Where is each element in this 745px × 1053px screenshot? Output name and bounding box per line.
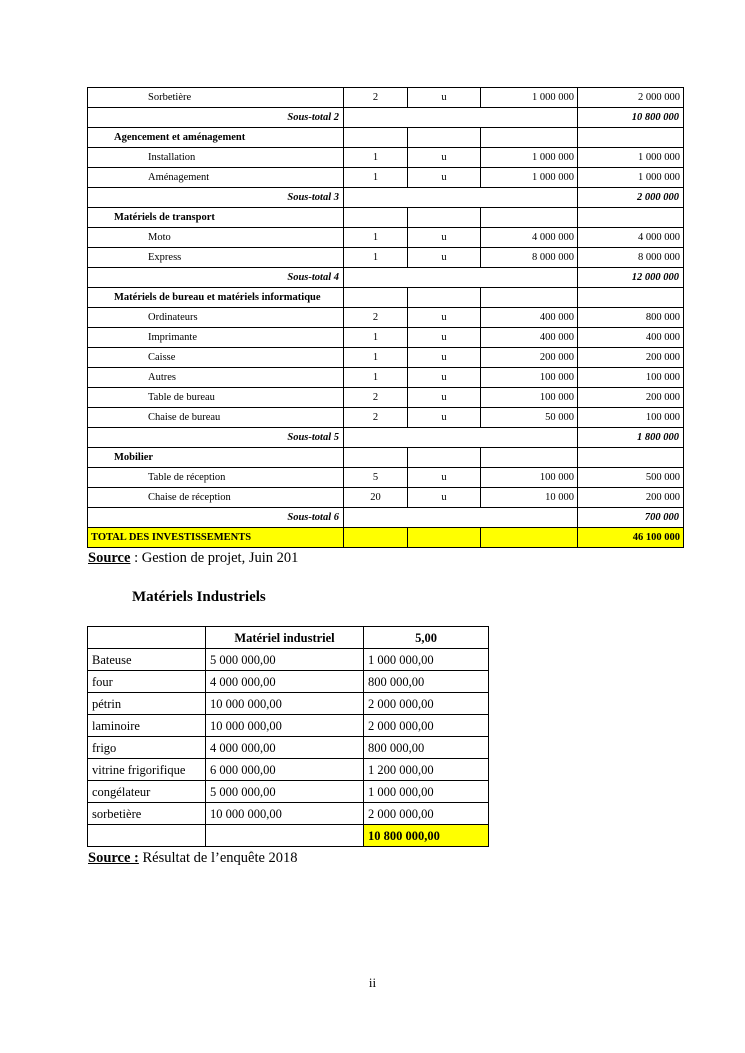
material-name: sorbetière: [88, 803, 206, 825]
empty-cell: [344, 108, 578, 128]
item-unit: u: [408, 368, 481, 388]
empty-cell: [408, 208, 481, 228]
material-amortization: 2 000 000,00: [364, 715, 489, 737]
materials-row: [88, 781, 489, 803]
material-amortization: 1 200 000,00: [364, 759, 489, 781]
item-total: 800 000: [578, 308, 684, 328]
materials-header-cell: [88, 627, 206, 649]
subtotal-label: Sous-total 6: [88, 508, 344, 528]
empty-cell: [578, 208, 684, 228]
item-label: Sorbetière: [88, 88, 344, 108]
subtotal-value: 10 800 000: [578, 108, 684, 128]
item-quantity: 20: [344, 488, 408, 508]
item-label: Ordinateurs: [88, 308, 344, 328]
subtotal-value: 12 000 000: [578, 268, 684, 288]
material-amortization: 2 000 000,00: [364, 803, 489, 825]
item-quantity: 1: [344, 248, 408, 268]
item-quantity: 1: [344, 228, 408, 248]
subtotal-row: [88, 108, 684, 128]
materials-header-cell: 5,00: [364, 627, 489, 649]
item-row: [88, 168, 684, 188]
item-total: 4 000 000: [578, 228, 684, 248]
investments-table: [87, 87, 684, 548]
item-total: 500 000: [578, 468, 684, 488]
item-unit-price: 10 000: [481, 488, 578, 508]
item-quantity: 1: [344, 348, 408, 368]
material-value: 10 000 000,00: [206, 693, 364, 715]
item-total: 200 000: [578, 388, 684, 408]
material-name: four: [88, 671, 206, 693]
source-note-2: [88, 850, 298, 867]
material-amortization: 2 000 000,00: [364, 693, 489, 715]
item-unit: u: [408, 168, 481, 188]
empty-cell: [408, 288, 481, 308]
item-label: Installation: [88, 148, 344, 168]
empty-cell: [344, 448, 408, 468]
subtotal-value: 700 000: [578, 508, 684, 528]
materials-row: [88, 803, 489, 825]
item-unit-price: 200 000: [481, 348, 578, 368]
item-label: Table de bureau: [88, 388, 344, 408]
item-row: [88, 148, 684, 168]
category-row: [88, 448, 684, 468]
empty-cell: [344, 268, 578, 288]
empty-cell: [344, 528, 408, 548]
item-total: 400 000: [578, 328, 684, 348]
materials-row: [88, 737, 489, 759]
item-unit: u: [408, 488, 481, 508]
empty-cell: [344, 508, 578, 528]
materials-row: [88, 693, 489, 715]
empty-cell: [578, 128, 684, 148]
item-label: Table de réception: [88, 468, 344, 488]
material-value: 10 000 000,00: [206, 803, 364, 825]
material-value: 10 000 000,00: [206, 715, 364, 737]
item-row: [88, 488, 684, 508]
empty-cell: [344, 288, 408, 308]
item-label: Imprimante: [88, 328, 344, 348]
item-label: Express: [88, 248, 344, 268]
item-label: Aménagement: [88, 168, 344, 188]
item-unit: u: [408, 148, 481, 168]
source-text: : Gestion de projet, Juin 201: [130, 550, 299, 566]
category-label: Matériels de bureau et matériels informatique: [88, 288, 344, 308]
item-total: 1 000 000: [578, 148, 684, 168]
material-amortization: 1 000 000,00: [364, 781, 489, 803]
empty-cell: [408, 528, 481, 548]
material-value: 4 000 000,00: [206, 737, 364, 759]
empty-cell: [344, 188, 578, 208]
materials-header-row: [88, 627, 489, 649]
material-amortization: 800 000,00: [364, 671, 489, 693]
item-total: 100 000: [578, 408, 684, 428]
item-unit-price: 4 000 000: [481, 228, 578, 248]
item-quantity: 2: [344, 408, 408, 428]
subtotal-value: 2 000 000: [578, 188, 684, 208]
item-unit-price: 400 000: [481, 328, 578, 348]
source-text: Résultat de l’enquête 2018: [138, 850, 298, 866]
item-row: [88, 248, 684, 268]
empty-cell: [578, 448, 684, 468]
item-label: Moto: [88, 228, 344, 248]
grand-total-value: 46 100 000: [578, 528, 684, 548]
item-quantity: 1: [344, 168, 408, 188]
subtotal-label: Sous-total 3: [88, 188, 344, 208]
empty-cell: [408, 128, 481, 148]
item-total: 1 000 000: [578, 168, 684, 188]
section-title: Matériels Industriels: [132, 589, 266, 605]
subtotal-value: 1 800 000: [578, 428, 684, 448]
empty-cell: [344, 128, 408, 148]
subtotal-label: Sous-total 5: [88, 428, 344, 448]
material-amortization: 800 000,00: [364, 737, 489, 759]
material-value: 6 000 000,00: [206, 759, 364, 781]
item-unit: u: [408, 248, 481, 268]
material-name: frigo: [88, 737, 206, 759]
subtotal-label: Sous-total 2: [88, 108, 344, 128]
item-row: [88, 328, 684, 348]
item-quantity: 2: [344, 88, 408, 108]
materials-header-cell: Matériel industriel: [206, 627, 364, 649]
empty-cell: [481, 448, 578, 468]
item-unit: u: [408, 88, 481, 108]
empty-cell: [344, 208, 408, 228]
item-label: Caisse: [88, 348, 344, 368]
subtotal-row: [88, 268, 684, 288]
subtotal-label: Sous-total 4: [88, 268, 344, 288]
item-row: [88, 228, 684, 248]
grand-total-label: TOTAL DES INVESTISSEMENTS: [88, 528, 344, 548]
item-unit: u: [408, 308, 481, 328]
item-quantity: 1: [344, 148, 408, 168]
category-label: Matériels de transport: [88, 208, 344, 228]
category-row: [88, 128, 684, 148]
materials-row: [88, 649, 489, 671]
material-value: 5 000 000,00: [206, 781, 364, 803]
empty-cell: [481, 128, 578, 148]
materials-table: [87, 626, 489, 847]
item-quantity: 1: [344, 328, 408, 348]
item-total: 8 000 000: [578, 248, 684, 268]
item-unit: u: [408, 468, 481, 488]
subtotal-row: [88, 428, 684, 448]
item-label: Chaise de bureau: [88, 408, 344, 428]
item-unit: u: [408, 348, 481, 368]
grand-total-row: [88, 528, 684, 548]
materials-row: [88, 715, 489, 737]
source-label: Source :: [88, 850, 139, 866]
item-total: 2 000 000: [578, 88, 684, 108]
material-name: pétrin: [88, 693, 206, 715]
empty-cell: [578, 288, 684, 308]
item-quantity: 2: [344, 388, 408, 408]
item-total: 200 000: [578, 488, 684, 508]
item-unit: u: [408, 328, 481, 348]
item-unit-price: 1 000 000: [481, 148, 578, 168]
item-unit-price: 8 000 000: [481, 248, 578, 268]
item-unit: u: [408, 388, 481, 408]
item-quantity: 5: [344, 468, 408, 488]
empty-cell: [408, 448, 481, 468]
item-quantity: 2: [344, 308, 408, 328]
material-name: laminoire: [88, 715, 206, 737]
item-label: Autres: [88, 368, 344, 388]
materials-row: [88, 671, 489, 693]
source-label: Source: [88, 550, 131, 566]
item-unit: u: [408, 408, 481, 428]
empty-cell: [481, 208, 578, 228]
category-row: [88, 208, 684, 228]
item-quantity: 1: [344, 368, 408, 388]
subtotal-row: [88, 188, 684, 208]
item-row: [88, 468, 684, 488]
materials-total-value: 10 800 000,00: [364, 825, 489, 847]
item-row: [88, 348, 684, 368]
item-row: [88, 368, 684, 388]
material-name: vitrine frigorifique: [88, 759, 206, 781]
empty-cell: [344, 428, 578, 448]
item-row: [88, 88, 684, 108]
materials-row: [88, 759, 489, 781]
material-value: 5 000 000,00: [206, 649, 364, 671]
empty-cell: [481, 288, 578, 308]
item-label: Chaise de réception: [88, 488, 344, 508]
subtotal-row: [88, 508, 684, 528]
item-row: [88, 308, 684, 328]
item-total: 100 000: [578, 368, 684, 388]
item-total: 200 000: [578, 348, 684, 368]
empty-cell: [206, 825, 364, 847]
item-unit-price: 1 000 000: [481, 88, 578, 108]
empty-cell: [481, 528, 578, 548]
item-unit-price: 100 000: [481, 468, 578, 488]
category-row: [88, 288, 684, 308]
item-unit-price: 400 000: [481, 308, 578, 328]
empty-cell: [88, 825, 206, 847]
category-label: Mobilier: [88, 448, 344, 468]
item-unit-price: 100 000: [481, 368, 578, 388]
item-unit-price: 100 000: [481, 388, 578, 408]
item-row: [88, 408, 684, 428]
page-number: ii: [368, 975, 377, 990]
item-row: [88, 388, 684, 408]
material-amortization: 1 000 000,00: [364, 649, 489, 671]
material-name: congélateur: [88, 781, 206, 803]
source-note-1: [88, 550, 298, 567]
material-name: Bateuse: [88, 649, 206, 671]
item-unit: u: [408, 228, 481, 248]
material-value: 4 000 000,00: [206, 671, 364, 693]
item-unit-price: 1 000 000: [481, 168, 578, 188]
materials-total-row: [88, 825, 489, 847]
item-unit-price: 50 000: [481, 408, 578, 428]
category-label: Agencement et aménagement: [88, 128, 344, 148]
